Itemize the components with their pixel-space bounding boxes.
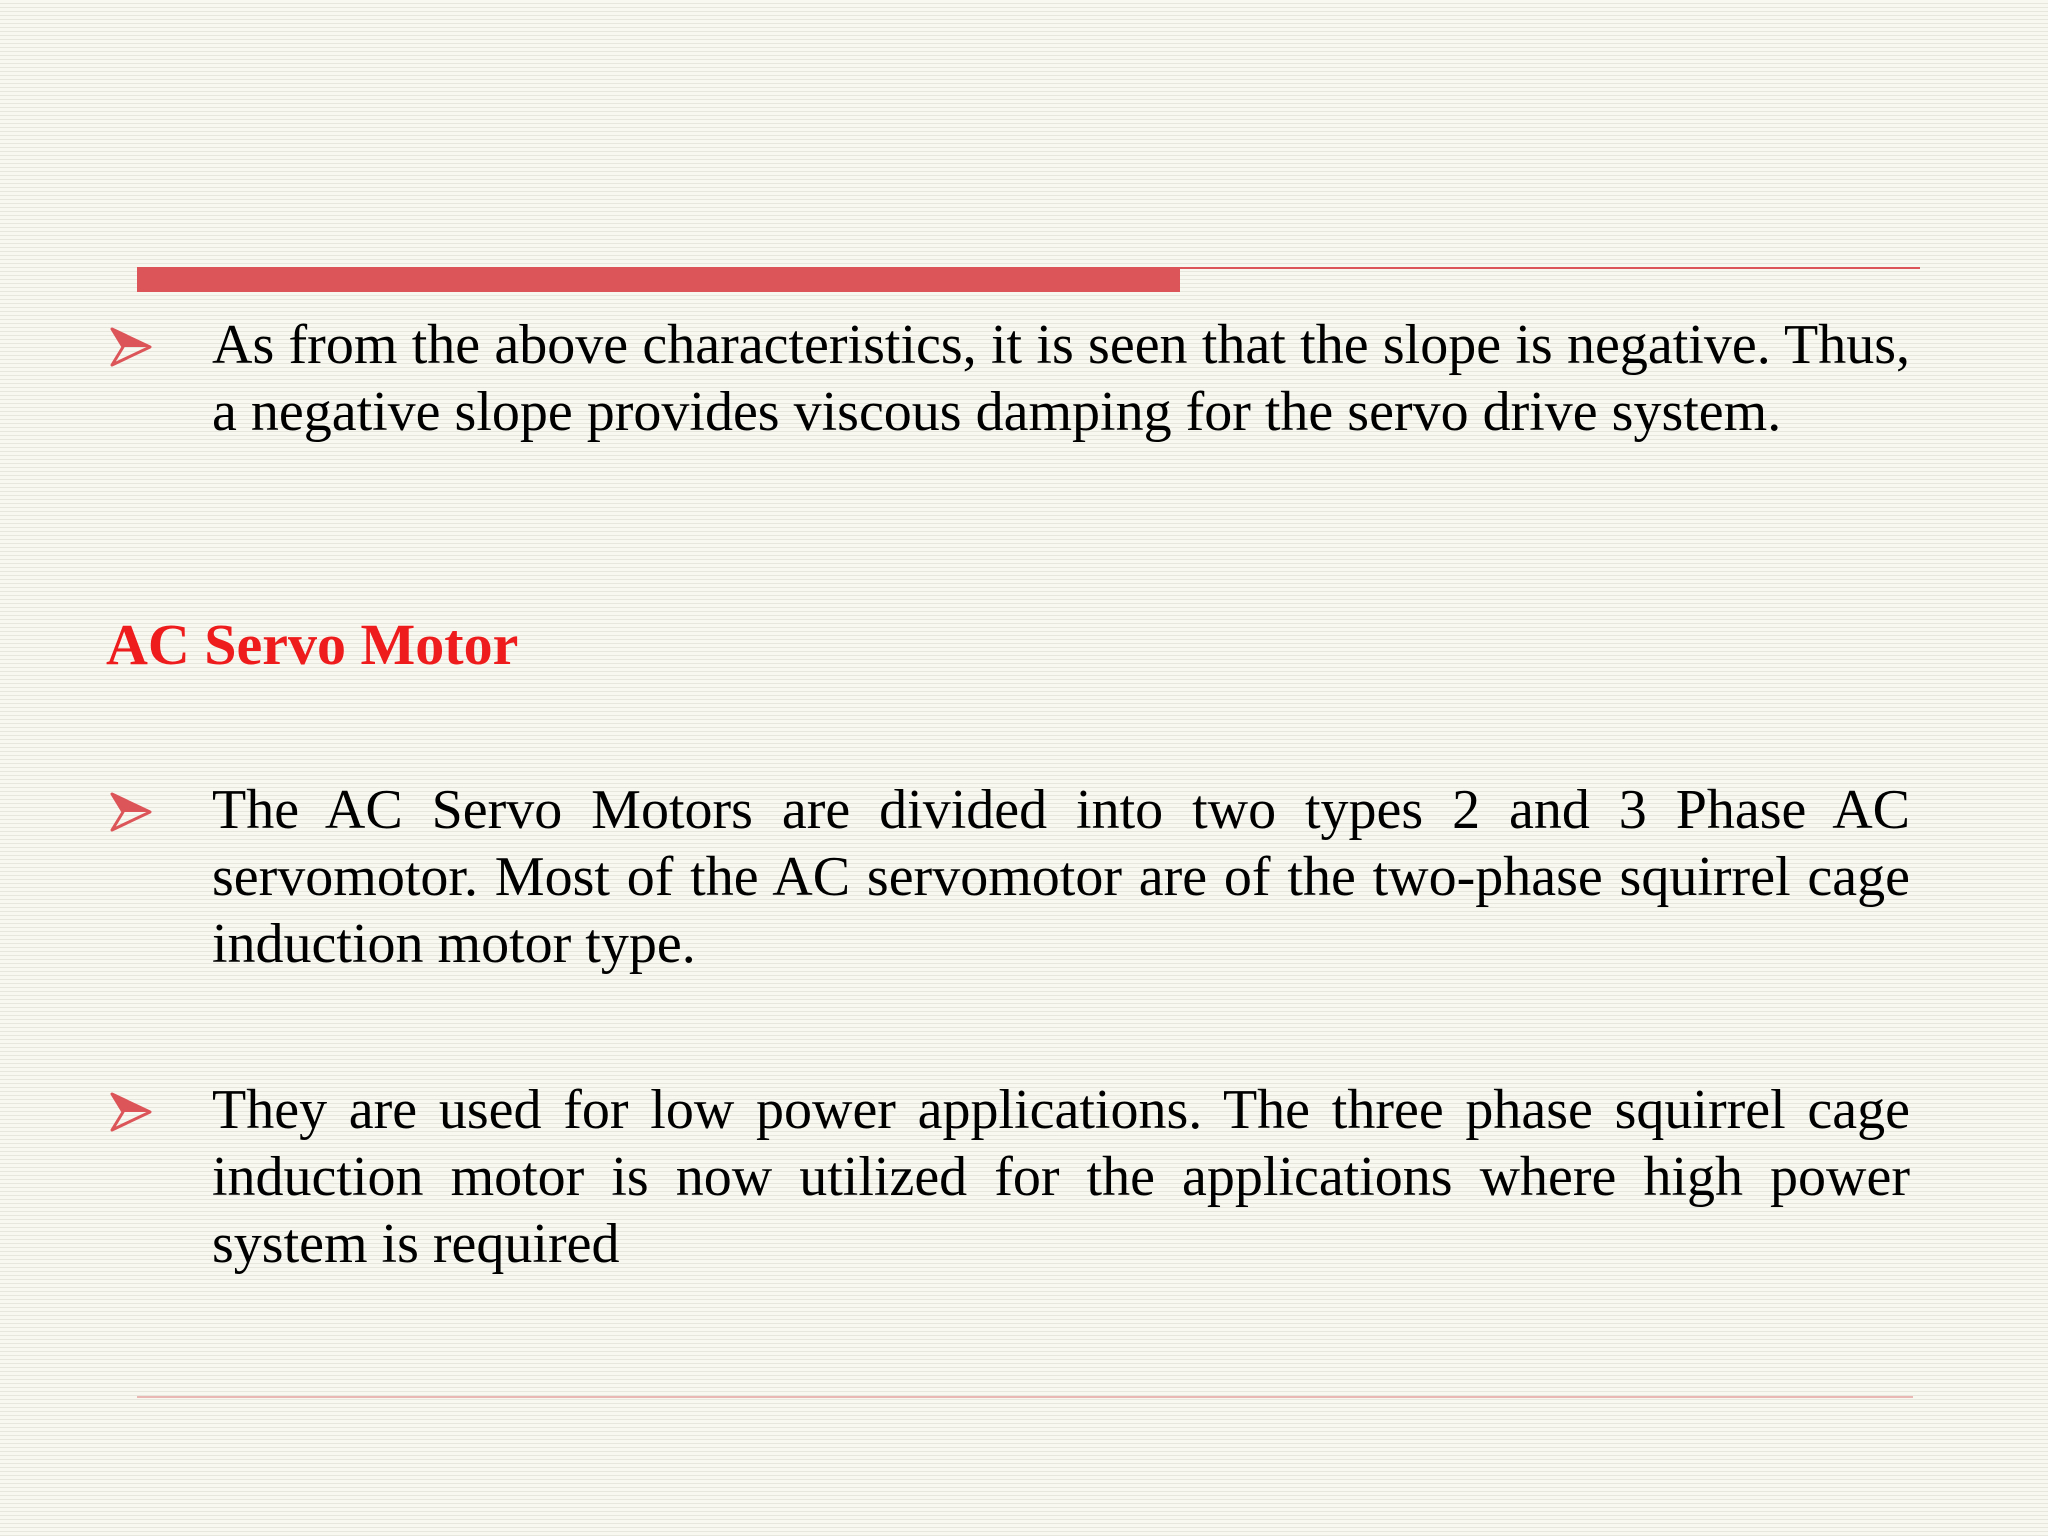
section-heading: AC Servo Motor: [106, 612, 519, 677]
arrow-bullet-icon: [110, 1077, 212, 1143]
bullet-text: They are used for low power applications. The three phase squirrel cage induction motor is now utilized for the applications where high power system is required: [212, 1079, 1910, 1275]
bullet-text: The AC Servo Motors are divided into two types 2 and 3 Phase AC servomotor. Most of the AC servomotor are of the two-phase squirrel cage induction motor type.: [212, 779, 1910, 975]
bullet-item: [110, 1077, 1910, 1278]
bullet-text: As from the above characteristics, it is seen that the slope is negative. Thus, a negative slope provides viscous damping for the servo drive system.: [212, 314, 1910, 443]
title-accent-line: [1180, 267, 1920, 269]
footer-divider: [137, 1396, 1913, 1398]
bullet-item: [110, 312, 1910, 446]
arrow-bullet-icon: [110, 312, 212, 378]
arrow-bullet-icon: [110, 777, 212, 843]
title-accent-bar: [137, 267, 1180, 292]
bullet-item: [110, 777, 1910, 978]
